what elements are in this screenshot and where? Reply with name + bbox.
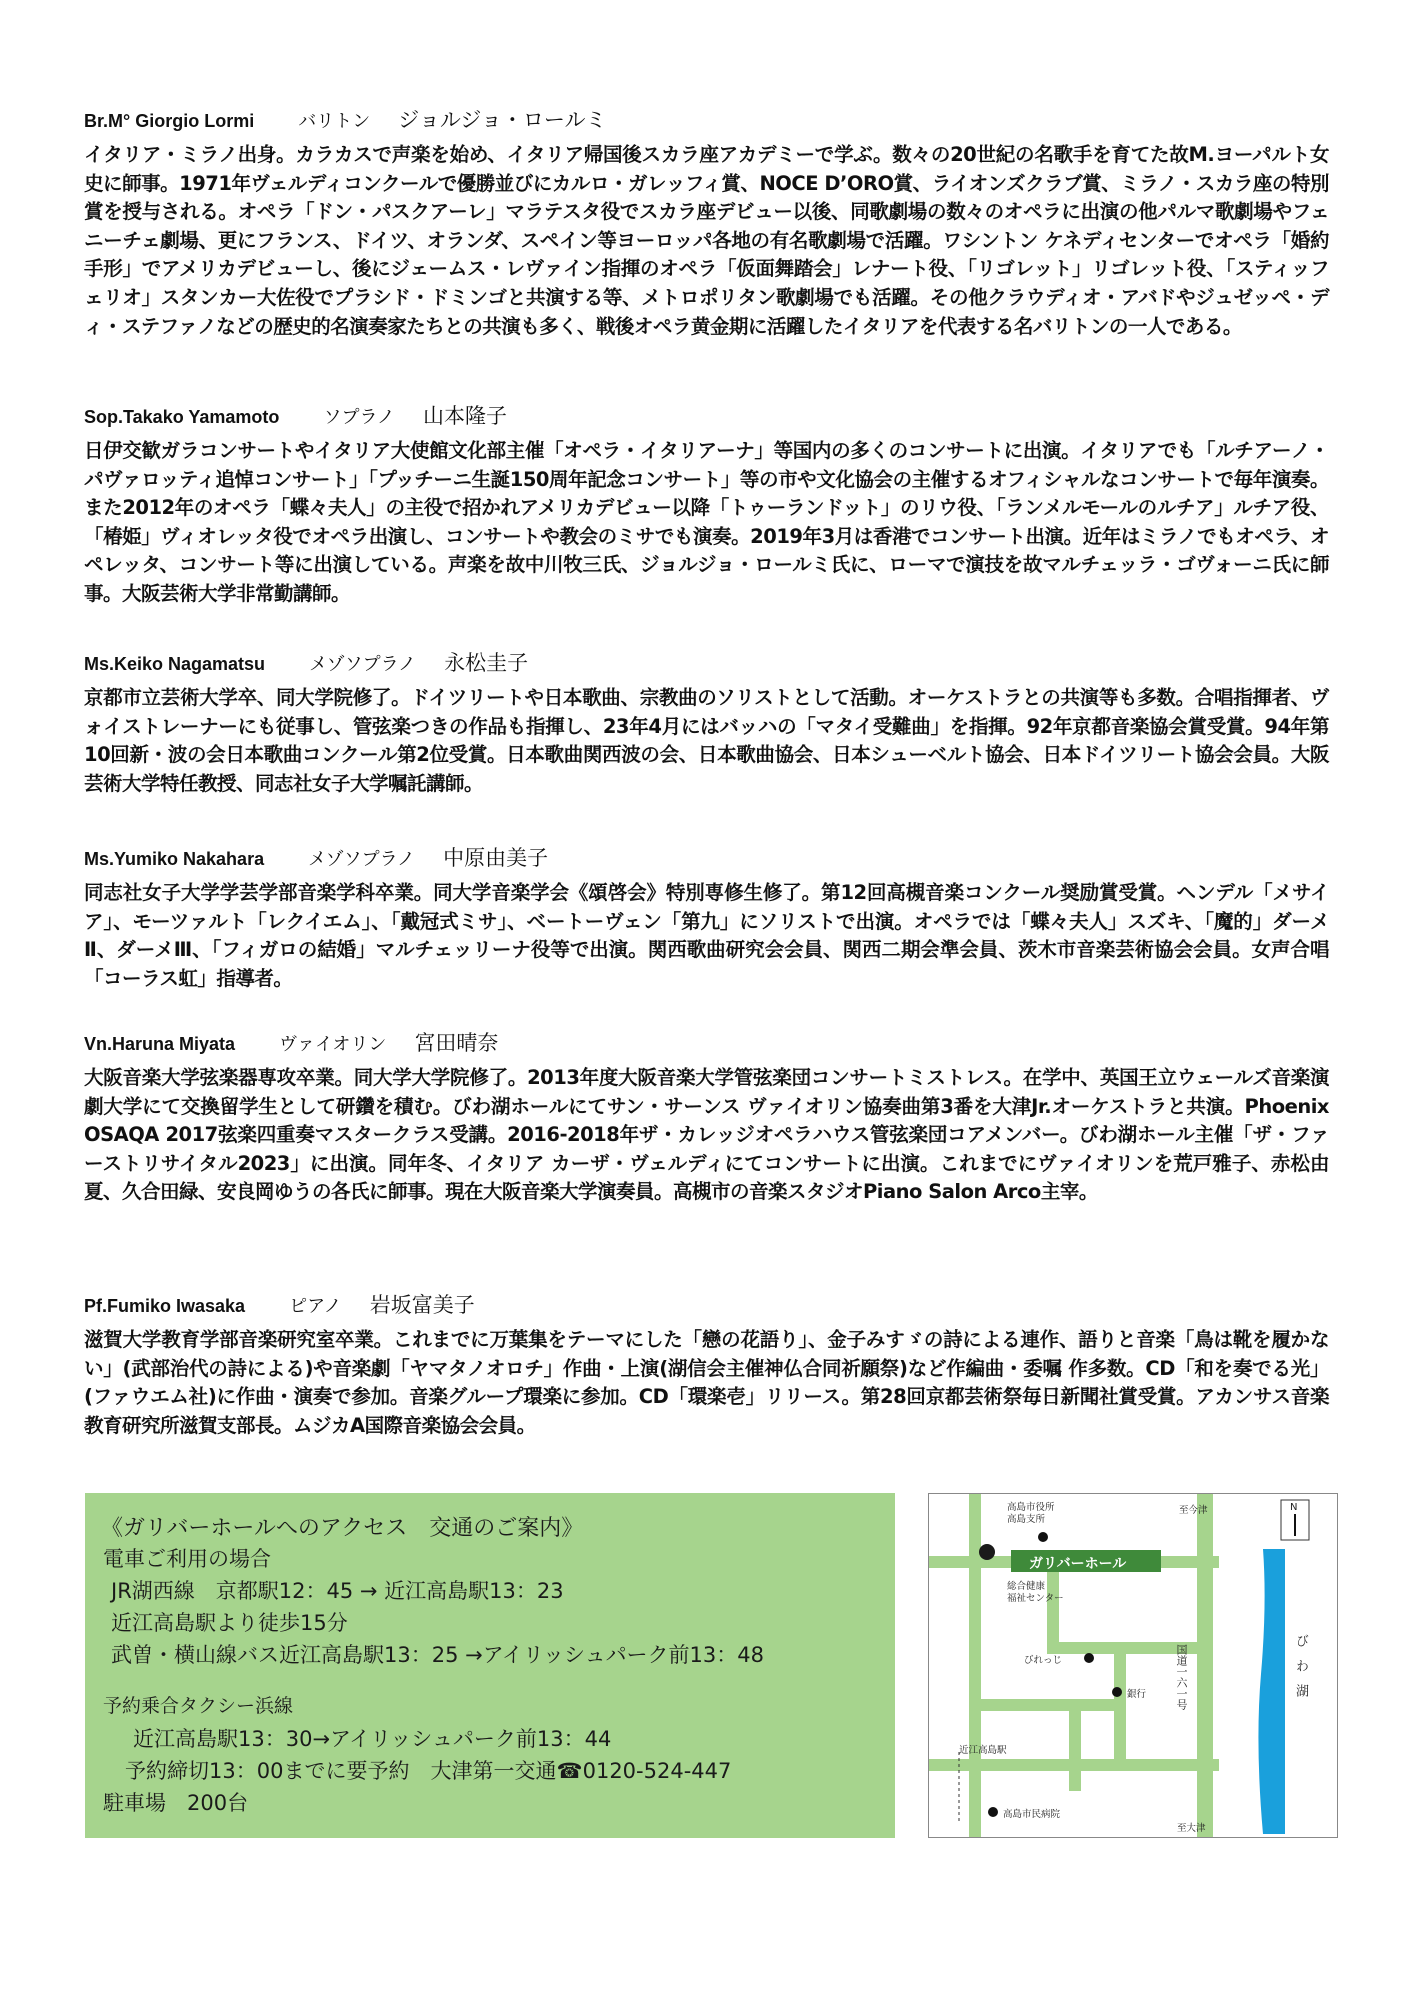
- bio-name-jp: 岩坂富美子: [369, 1293, 475, 1317]
- bio-nakahara: [84, 845, 1329, 993]
- bio-text: 日伊交歓ガラコンサートやイタリア大使館文化部主催「オペラ・イタリアーナ」等国内の多くのコンサートに出演。イタリアでも「ルチアーノ・パヴァロッティ追悼コンサート」「プッチーニ生誕150周年記念コンサート」等の市や文化協会の主催するオフィシャルなコンサートで毎年演奏。また2012年のオペラ「蝶々夫人」の主役で招かれアメリカデビュー以降「トゥーランドット」のリウ役、「ランメルモールのルチア」ルチア役、「椿姫」ヴィオレッタ役でオペラ出演し、コンサートや教会のミサでも演奏。2019年3月は香港でコンサート出演。近年はミラノでもオペラ、オペレッタ、コンサート等に出演している。声楽を故中川牧三氏、ジョルジョ・ロールミ氏に、ローマで演技を故マルチェッラ・ゴヴォーニ氏に師事。大阪芸術大学非常勤講師。: [84, 439, 1329, 605]
- birecchi-marker: [1084, 1653, 1094, 1663]
- bio-role: ピアノ: [289, 1296, 342, 1317]
- hall-marker: [979, 1544, 995, 1560]
- bio-name-jp: 中原由美子: [443, 846, 549, 870]
- lake-shape: [1258, 1549, 1285, 1834]
- map-label-to-otsu: 至大津: [1177, 1823, 1206, 1834]
- bio-heading: [84, 1030, 1329, 1058]
- bio-text: 京都市立芸術大学卒、同大学院修了。ドイツリートや日本歌曲、宗教曲のソリストとして活動。オーケストラとの共演等も多数。合唱指揮者、ヴォイストレーナーにも従事し、管弦楽つきの作品も指揮し、23年4月にはバッハの「マタイ受難曲」を指揮。92年京都音楽協会賞受賞。94年第10回新・波の会日本歌曲コンクール第2位受賞。日本歌曲関西波の会、日本歌曲協会、日本シューベルト協会、日本ドイツリート協会会員。大阪芸術大学特任教授、同志社女子大学嘱託講師。: [84, 686, 1329, 795]
- map-label-hospital: 高島市民病院: [1003, 1809, 1061, 1820]
- map-label-to-imazu: 至今津: [1179, 1505, 1208, 1516]
- map-label-hall: ガリバーホール: [1029, 1556, 1127, 1572]
- bio-heading: [84, 403, 1329, 431]
- bio-role: ソプラノ: [323, 407, 395, 428]
- map-label-north: N: [1290, 1502, 1298, 1513]
- map-label-route: 国道一六一号: [1175, 1644, 1188, 1710]
- bus-line: 武曽・横山線バス近江高島駅13：25 →アイリッシュパーク前13：48: [111, 1643, 765, 1667]
- bio-role: ヴァイオリン: [279, 1034, 387, 1055]
- bio-text: イタリア・ミラノ出身。カラカスで声楽を始め、イタリア帰国後スカラ座アカデミーで学ぶ。数々の20世紀の名歌手を育てた故M.ヨーパルト女史に師事。1971年ヴェルディコンクールで優勝並びにカルロ・ガレッフィ賞、NOCE D’ORO賞、ライオンズクラブ賞、ミラノ・スカラ座の特別賞を授与される。オペラ「ドン・パスクアーレ」マラテスタ役でスカラ座デビュー以後、同歌劇場の数々のオペラに出演の他パルマ歌劇場やフェニーチェ劇場、更にフランス、ドイツ、オランダ、スペイン等ヨーロッパ各地の有名歌劇場で活躍。ワシントン ケネディセンターでオペラ「婚約手形」でアメリカデビューし、後にジェームス・レヴァイン指揮のオペラ「仮面舞踏会」レナート役、「リゴレット」リゴレット役、「スティッフェリオ」スタンカー大佐役でプラシド・ドミンゴと共演する等、メトロポリタン歌劇場でも活躍。その他クラウディオ・アバドやジュゼッペ・ディ・ステファノなどの歴史的名演奏家たちとの共演も多く、戦後オペラ黄金期に活躍したイタリアを代表する名バリトンの一人である。: [84, 143, 1329, 338]
- bio-name-jp: ジョルジョ・ロールミ: [398, 108, 607, 132]
- hospital-marker: [988, 1807, 998, 1817]
- access-title: 《ガリバーホールへのアクセス 交通のご案内》: [101, 1516, 584, 1541]
- map-label-health-1: 総合健康: [1007, 1581, 1046, 1592]
- bio-text: 同志社女子大学学芸学部音楽学科卒業。同大学音楽学会《頌啓会》特別専修生修了。第12回高槻音楽コンクール奨励賞受賞。ヘンデル「メサイア」、モーツァルト「レクイエム」、「戴冠式ミサ」、ベートーヴェン「第九」にソリストで出演。オペラでは「蝶々夫人」スズキ、「魔的」ダーメⅡ、ダーメⅢ、「フィガロの結婚」マルチェッリーナ役等で出演。関西歌曲研究会会員、関西二期会準会員、茨木市音楽芸術協会会員。女声合唱「コーラス虹」指導者。: [84, 881, 1329, 990]
- road-station-v: [1069, 1711, 1081, 1791]
- bio-role: メゾソプラノ: [309, 654, 417, 675]
- road-middle: [1047, 1568, 1059, 1648]
- taxi-heading: 予約乗合タクシー浜線: [103, 1695, 294, 1717]
- train-heading: 電車ご利用の場合: [103, 1547, 271, 1571]
- map-label-lake: びわ湖: [1293, 1634, 1308, 1709]
- map-label-health-2: 福祉センター: [1007, 1593, 1064, 1604]
- bio-text: 大阪音楽大学弦楽器専攻卒業。同大学大学院修了。2013年度大阪音楽大学管弦楽団コンサートミストレス。在学中、英国王立ウェールズ音楽演劇大学にて交換留学生として研鑽を積む。びわ湖ホールにてサン・サーンス ヴァイオリン協奏曲第3番を大津Jr.オーケストラと共演。Phoenix OSAQA 2017弦楽四重奏マスタークラス受講。2016-2018年ザ・カレッジオペラハウス管弦楽団コアメンバー。びわ湖ホール主催「ザ・ファーストリサイタル2023」に出演。同年冬、イタリア カーザ・ヴェルディにてコンサートに出演。これまでにヴァイオリンを荒戸雅子、赤松由夏、久合田緑、安良岡ゆうの各氏に師事。現在大阪音楽大学演奏員。高槻市の音楽スタジオPiano Salon Arco主宰。: [84, 1066, 1329, 1204]
- bio-name-jp: 山本隆子: [422, 404, 507, 428]
- map-label-branch: 高島支所: [1007, 1514, 1046, 1525]
- bio-name-en: Sop.Takako Yamamoto: [84, 407, 280, 427]
- bio-name-en: Pf.Fumiko Iwasaka: [84, 1296, 246, 1316]
- bio-name-en: Vn.Haruna Miyata: [84, 1034, 236, 1054]
- map-label-bank: 銀行: [1127, 1689, 1147, 1700]
- access-map: [928, 1493, 1338, 1838]
- bio-name-en: Ms.Yumiko Nakahara: [84, 849, 265, 869]
- bank-marker: [1112, 1687, 1122, 1697]
- taxi-line-2: 予約締切13：00までに要予約 大津第一交通☎0120-524-447: [125, 1759, 732, 1783]
- access-info-box: [85, 1493, 895, 1838]
- bio-heading: [84, 650, 1329, 678]
- taxi-line-1: 近江高島駅13：30→アイリッシュパーク前13：44: [133, 1727, 612, 1751]
- bio-text: 滋賀大学教育学部音楽研究室卒業。これまでに万葉集をテーマにした「戀の花語り」、金子みすゞの詩による連作、語りと音楽「鳥は靴を履かない」(武部治代の詩による)や音楽劇「ヤマタノオロチ」作曲・上演(湖信会主催神仏合同祈願祭)など作編曲・委嘱 作多数。CD「和を奏でる光」(ファウエム社)に作曲・演奏で参加。音楽グループ環楽に参加。CD「環楽壱」リリース。第28回京都芸術祭毎日新聞社賞受賞。アカンサス音楽教育研究所滋賀支部長。ムジカA国際音楽協会会員。: [84, 1328, 1329, 1437]
- bio-name-en: Ms.Keiko Nagamatsu: [84, 654, 266, 674]
- map-label-birecchi: びれっじ: [1024, 1655, 1063, 1666]
- train-line-2: 近江高島駅より徒歩15分: [111, 1611, 348, 1635]
- road-national: [1197, 1494, 1213, 1837]
- bio-iwasaka: [84, 1292, 1329, 1440]
- bio-nagamatsu: [84, 650, 1329, 798]
- bio-heading: [84, 1292, 1329, 1320]
- map-label-station: 近江高島駅: [959, 1745, 1007, 1756]
- map-drawing: [929, 1494, 1337, 1837]
- city-office-marker: [1038, 1532, 1048, 1542]
- bio-role: メゾソプラノ: [308, 849, 416, 870]
- train-line-1: JR湖西線 京都駅12：45 → 近江高島駅13：23: [111, 1579, 564, 1603]
- bio-role: バリトン: [298, 111, 371, 132]
- bio-heading: [84, 845, 1329, 873]
- bio-miyata: [84, 1030, 1329, 1207]
- bio-heading: [84, 107, 1329, 135]
- parking-info: 駐車場 200台: [103, 1791, 249, 1815]
- map-label-city-office: 高島市役所: [1007, 1502, 1055, 1513]
- bio-yamamoto: [84, 403, 1329, 609]
- bio-name-en: Br.M° Giorgio Lormi: [84, 111, 255, 131]
- road-left: [969, 1494, 981, 1837]
- bio-name-jp: 永松圭子: [444, 651, 529, 675]
- road-station: [969, 1699, 1119, 1711]
- bio-lormi: [84, 107, 1329, 341]
- bio-name-jp: 宮田晴奈: [414, 1031, 499, 1055]
